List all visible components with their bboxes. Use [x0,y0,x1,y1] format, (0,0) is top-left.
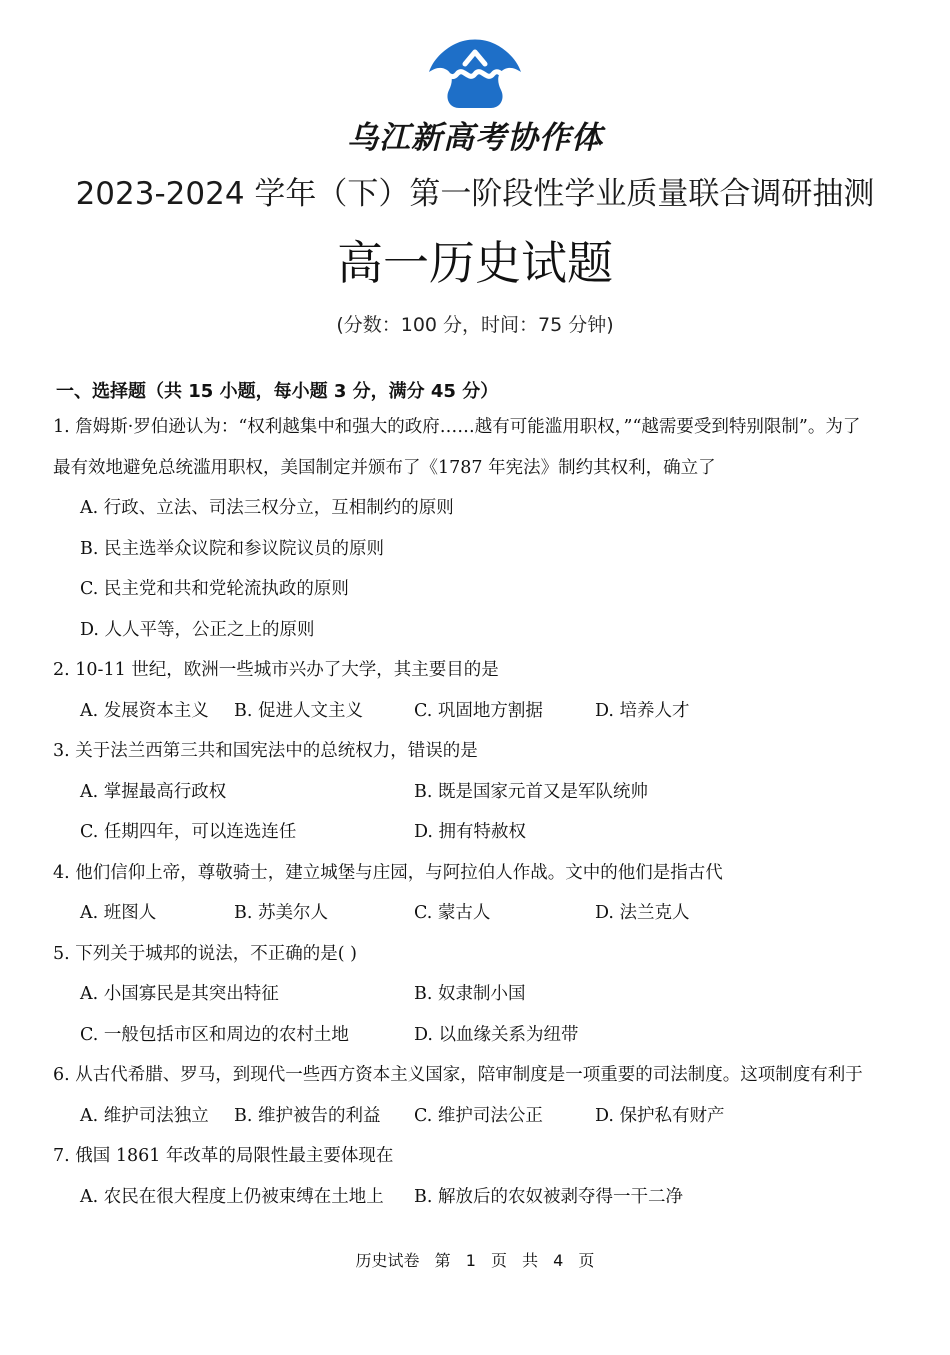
options-row [53,812,905,853]
option-c: C. 任期四年，可以连选连任 [80,822,297,842]
question-5 [53,934,905,1056]
question-1 [53,407,905,650]
score-time-line: (分数：100 分，时间：75 分钟) [336,314,614,336]
question-stem: 3. 关于法兰西第三共和国宪法中的总统权力，错误的是 [53,741,478,761]
option-a: A. 掌握最高行政权 [80,781,227,802]
option-d: D. 拥有特赦权 [414,822,527,842]
option-a: A. 农民在很大程度上仍被束缚在土地上 [80,1186,384,1207]
option-b: B. 促进人文主义 [234,700,363,721]
option-c: C. 一般包括市区和周边的农村土地 [80,1024,349,1045]
option-a: A. 班图人 [80,903,157,923]
question-list [53,407,905,1217]
section-heading: 一、选择题（共 15 小题，每小题 3 分，满分 45 分） [56,381,499,402]
option-c: C. 蒙古人 [414,903,491,923]
question-stem: 7. 俄国 1861 年改革的局限性最主要体现在 [53,1146,394,1166]
option-c: C. 巩固地方割据 [414,700,543,721]
option-d: D. 法兰克人 [595,903,690,923]
question-stem: 1. 詹姆斯·罗伯逊认为：“权利越集中和强大的政府……越有可能滥用职权，”“越需要受到特别限制”。为了 [53,417,861,437]
question-stem: 4. 他们信仰上帝，尊敬骑士，建立城堡与庄园，与阿拉伯人作战。文中的他们是指古代 [53,862,723,883]
options-row [53,893,905,934]
option-d: D. 培养人才 [595,700,690,721]
option-d: D. 保护私有财产 [595,1105,725,1126]
question-stem: 6. 从古代希腊、罗马，到现代一些西方资本主义国家，陪审制度是一项重要的司法制度。这项制度有利于 [53,1065,863,1085]
question-stem: 2. 10-11 世纪，欧洲一些城市兴办了大学，其主要目的是 [53,660,499,680]
option-c: C. 民主党和共和党轮流执政的原则 [80,579,349,599]
option-a: A. 发展资本主义 [80,700,209,721]
options-row [53,691,905,732]
option-a: A. 行政、立法、司法三权分立，互相制约的原则 [80,498,454,518]
option-d: D. 人人平等，公正之上的原则 [80,619,315,640]
question-3 [53,731,905,853]
options-row [53,772,905,813]
question-4 [53,853,905,934]
question-7 [53,1136,905,1217]
options-row [53,1177,905,1218]
question-stem: 5. 下列关于城邦的说法，不正确的是( ) [53,943,357,964]
option-b: B. 奴隶制小国 [414,984,526,1004]
option-b: B. 解放后的农奴被剥夺得一干二净 [414,1186,683,1207]
exam-title: 2023-2024 学年（下）第一阶段性学业质量联合调研抽测 [75,176,875,212]
option-b: B. 维护被告的利益 [234,1105,381,1126]
question-6 [53,1055,905,1136]
question-stem: 最有效地避免总统滥用职权，美国制定并颁布了《1787 年宪法》制约其权利，确立了 [53,457,716,478]
subject-title: 高一历史试题 [337,236,613,290]
option-a: A. 小国寡民是其突出特征 [80,984,279,1004]
wave-logo-icon [425,38,525,110]
option-c: C. 维护司法公正 [414,1105,543,1126]
options-row [53,1096,905,1137]
question-2 [53,650,905,731]
option-b: B. 民主选举众议院和参议院议员的原则 [80,538,384,559]
page-footer: 历史试卷 第 1 页 共 4 页 [355,1251,595,1270]
brand-name: 乌江新高考协作体 [347,120,603,156]
option-a: A. 维护司法独立 [80,1105,209,1126]
option-b: B. 苏美尔人 [234,903,328,923]
options-row [53,1015,905,1056]
option-d: D. 以血缘关系为纽带 [414,1024,579,1045]
option-b: B. 既是国家元首又是军队统帅 [414,781,648,802]
options-row [53,974,905,1015]
